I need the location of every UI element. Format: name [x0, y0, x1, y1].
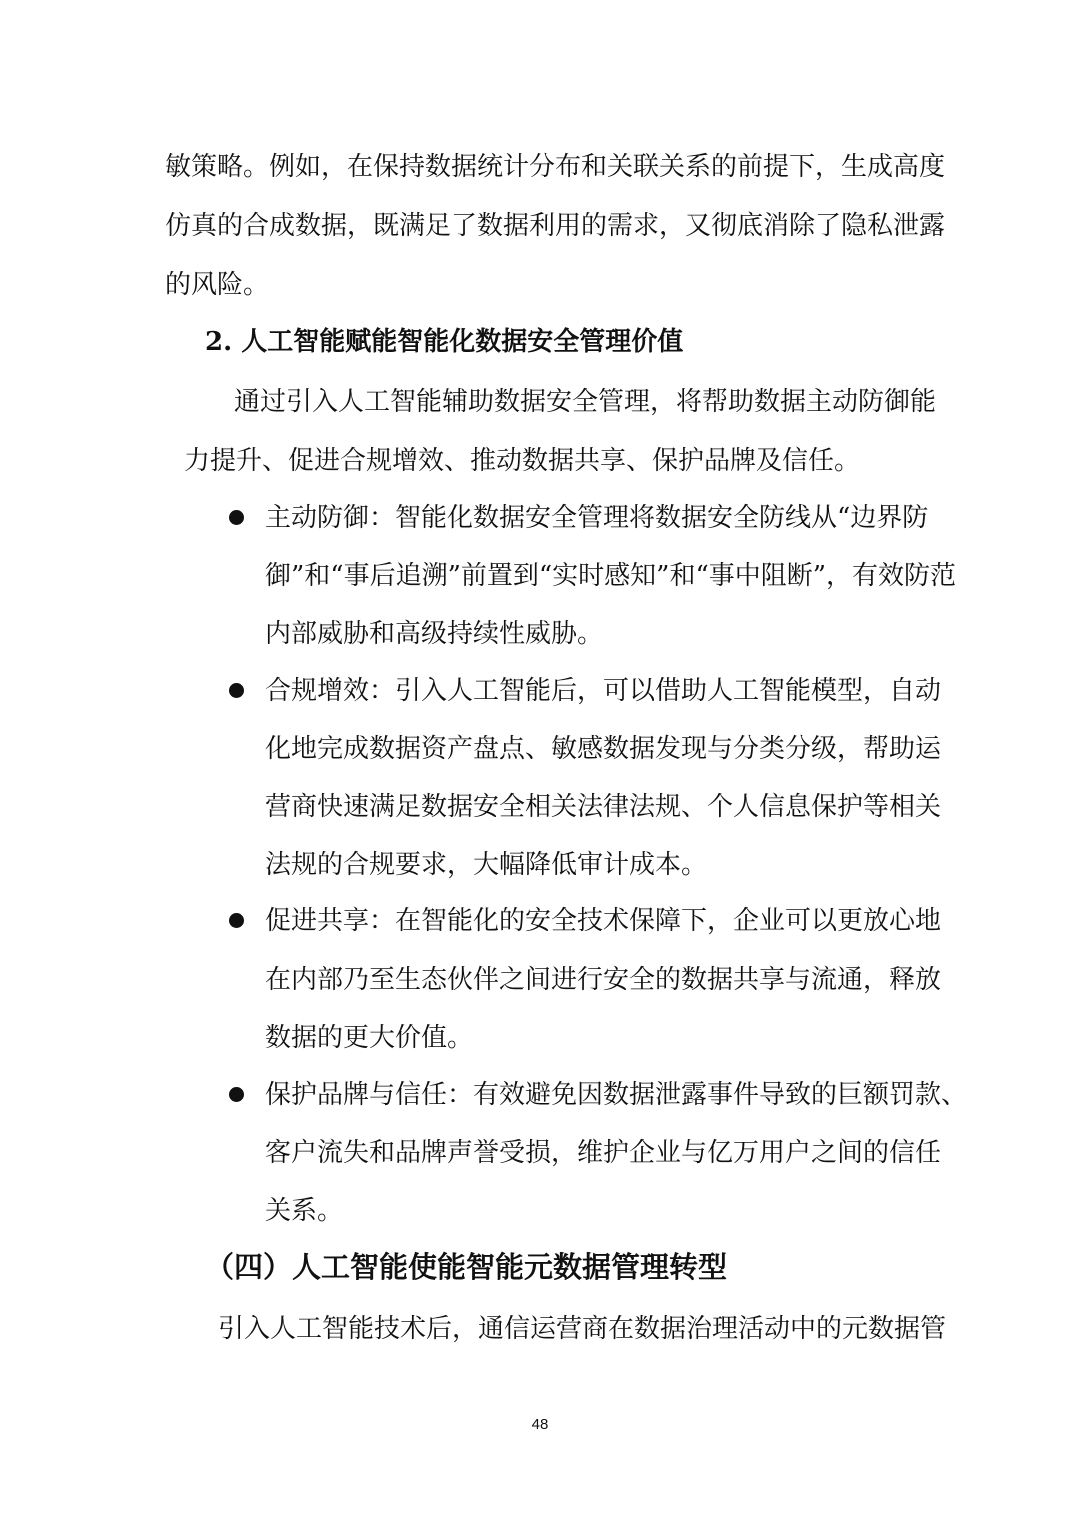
bullet-4-line-3: 关系。 [265, 1196, 344, 1226]
bullet-4-line-2: 客户流失和品牌声誉受损，维护企业与亿万用户之间的信任 [265, 1138, 942, 1168]
bullet-2-line-3: 营商快速满足数据安全相关法律法规、个人信息保护等相关 [265, 792, 942, 822]
section-heading: （四）人工智能使能智能元数据管理转型 [205, 1250, 728, 1284]
bullet-3-line-1: 促进共享：在智能化的安全技术保障下，企业可以更放心地 [265, 906, 942, 936]
value-line-2: 力提升、促进合规增效、推动数据共享、保护品牌及信任。 [184, 446, 861, 476]
bullet-1-line-2: 御”和“事后追溯”前置到“实时感知”和“事中阻断”，有效防范 [265, 561, 957, 591]
subheading: 2. 人工智能赋能智能化数据安全管理价值 [205, 327, 684, 357]
bullet-3-line-2: 在内部乃至生态伙伴之间进行安全的数据共享与流通，释放 [265, 965, 942, 995]
bullet-4-line-1: 保护品牌与信任：有效避免因数据泄露事件导致的巨额罚款、 [265, 1080, 968, 1110]
bullet-2-line-1: 合规增效：引入人工智能后，可以借助人工智能模型，自动 [265, 676, 942, 706]
bullet-1-line-3: 内部威胁和高级持续性威胁。 [265, 619, 604, 649]
bullet-1-line-1: 主动防御：智能化数据安全管理将数据安全防线从“边界防 [265, 503, 929, 533]
bullet-2-line-4: 法规的合规要求，大幅降低审计成本。 [265, 850, 708, 880]
bullet-2-line-2: 化地完成数据资产盘点、敏感数据发现与分类分级，帮助运 [265, 734, 942, 764]
intro-line-3: 的风险。 [165, 270, 270, 300]
intro-line-1: 敏策略。例如，在保持数据统计分布和关联关系的前提下，生成高度 [165, 152, 946, 182]
page-number: 48 [531, 1416, 549, 1433]
bullet-dot [229, 510, 244, 525]
bullet-3-line-3: 数据的更大价值。 [265, 1023, 474, 1053]
bullet-dot [229, 913, 244, 928]
intro-line-2: 仿真的合成数据，既满足了数据利用的需求，又彻底消除了隐私泄露 [165, 211, 946, 241]
closing-line-1: 引入人工智能技术后，通信运营商在数据治理活动中的元数据管 [218, 1314, 947, 1344]
bullet-dot [229, 1087, 244, 1102]
value-line-1: 通过引入人工智能辅助数据安全管理，将帮助数据主动防御能 [234, 387, 937, 417]
bullet-dot [229, 683, 244, 698]
